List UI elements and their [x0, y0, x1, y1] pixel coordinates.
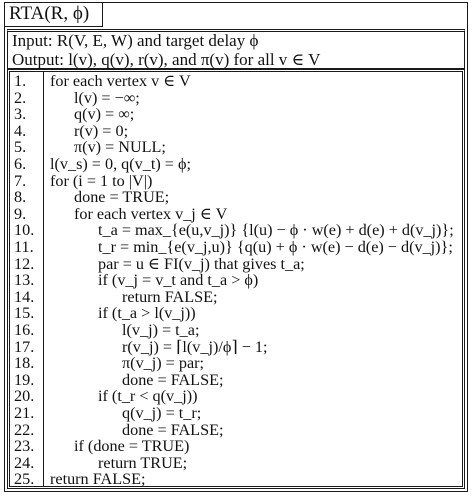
code-line [10, 339, 462, 356]
code-line [10, 388, 462, 405]
line-number: 22. [14, 420, 35, 439]
line-code: if (t_r < q(v_j)) [98, 387, 198, 406]
algorithm-body [7, 69, 465, 489]
line-number: 25. [14, 470, 35, 489]
line-code: if (done = TRUE) [74, 437, 190, 456]
line-code: return FALSE; [50, 470, 146, 489]
line-number: 18. [14, 354, 35, 373]
line-number: 19. [14, 370, 35, 389]
line-code: for each vertex v ∈ V [50, 72, 191, 90]
code-line [10, 206, 462, 223]
output-line: Output: l(v), q(v), r(v), and π(v) for all v ∈ V [12, 51, 321, 69]
line-code: return TRUE; [98, 453, 188, 472]
code-line [10, 405, 462, 422]
line-code: done = FALSE; [122, 420, 224, 439]
code-line [10, 189, 462, 206]
algorithm-frame [4, 2, 468, 492]
code-line [10, 272, 462, 289]
code-line [10, 305, 462, 322]
code-line [10, 139, 462, 156]
code-line [10, 123, 462, 140]
code-line [10, 355, 462, 372]
line-code: π(v) = NULL; [74, 138, 166, 157]
line-number: 11. [14, 238, 34, 256]
line-number: 20. [14, 387, 35, 406]
line-number: 6. [14, 155, 27, 173]
line-code: for each vertex v_j ∈ V [74, 204, 228, 223]
code-line [10, 455, 462, 472]
line-code: r(v) = 0; [74, 121, 129, 140]
code-line [10, 422, 462, 439]
line-number: 10. [14, 221, 35, 240]
line-code: r(v_j) = ⌈l(v_j)/ϕ⌉ − 1; [122, 337, 268, 356]
line-code: return FALSE; [122, 287, 218, 306]
line-code: par = u ∈ FI(v_j) that gives t_a; [98, 254, 305, 273]
line-number: 9. [14, 204, 27, 223]
code-line [10, 156, 462, 173]
line-number: 21. [14, 404, 35, 422]
line-number: 7. [14, 171, 27, 190]
line-code: l(v_j) = t_a; [122, 321, 200, 339]
line-number: 14. [14, 287, 35, 306]
code-line [10, 173, 462, 190]
line-code: if (t_a > l(v_j)) [98, 304, 196, 323]
code-line [10, 73, 462, 90]
code-line [10, 471, 462, 488]
line-code: t_a = max_{e(u,v_j)} {l(u) − ϕ · w(e) + d(e) + d(v_j)}; [98, 221, 454, 240]
line-code: for (i = 1 to |V|) [50, 171, 153, 190]
io-section [7, 29, 465, 69]
code-line [10, 322, 462, 339]
line-number: 24. [14, 453, 35, 472]
line-number: 17. [14, 337, 35, 356]
line-number: 1. [14, 72, 27, 90]
line-number: 23. [14, 437, 35, 456]
algorithm-title: RTA(R, ϕ) [5, 3, 103, 27]
line-code: done = FALSE; [122, 370, 224, 389]
code-line [10, 222, 462, 239]
line-code: π(v_j) = par; [122, 354, 205, 373]
line-code: q(v) = ∞; [74, 105, 135, 124]
line-code: done = TRUE; [74, 188, 170, 207]
code-line [10, 106, 462, 123]
code-line [10, 372, 462, 389]
line-code: t_r = min_{e(v_j,u)} {q(u) + ϕ · w(e) − d(e) − d(v_j)}; [98, 238, 453, 256]
line-code: l(v_s) = 0, q(v_t) = ϕ; [50, 155, 191, 173]
code-line [10, 90, 462, 107]
line-number: 2. [14, 88, 27, 107]
input-line: Input: R(V, E, W) and target delay ϕ [12, 32, 259, 50]
line-code: q(v_j) = t_r; [122, 404, 202, 422]
line-number: 5. [14, 138, 27, 157]
code-line [10, 239, 462, 256]
line-number: 4. [14, 121, 27, 140]
line-number: 8. [14, 188, 27, 207]
code-line [10, 256, 462, 273]
line-number: 16. [14, 321, 35, 339]
code-line [10, 289, 462, 306]
line-number: 12. [14, 254, 35, 273]
code-line [10, 438, 462, 455]
line-code: l(v) = −∞; [74, 88, 140, 107]
line-number: 15. [14, 304, 35, 323]
line-number: 13. [14, 271, 35, 290]
line-number: 3. [14, 105, 27, 124]
line-code: if (v_j = v_t and t_a > ϕ) [98, 271, 259, 290]
